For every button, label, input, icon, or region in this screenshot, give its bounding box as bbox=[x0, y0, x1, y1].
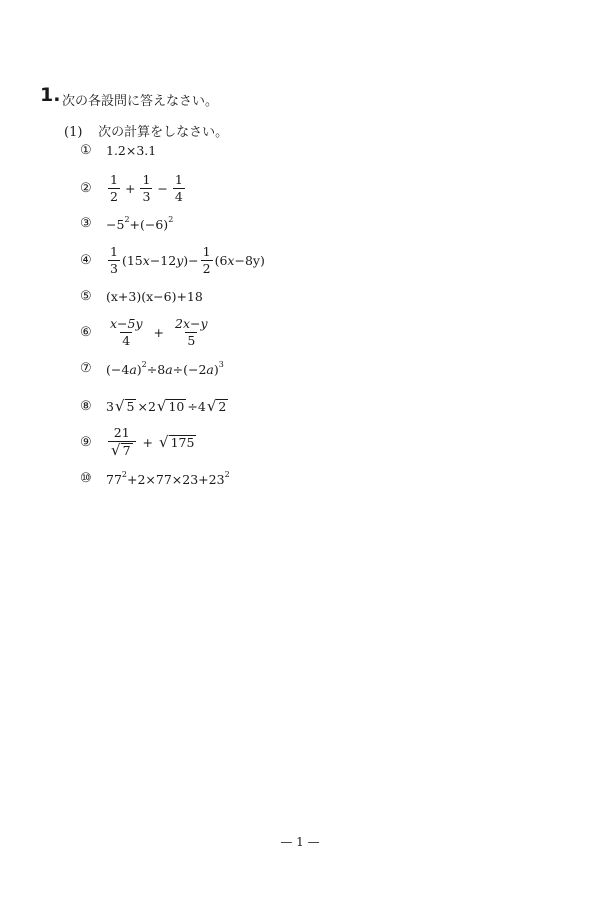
item-number: ⑥ bbox=[80, 324, 92, 340]
item-number: ⑨ bbox=[80, 434, 92, 450]
math-expression: $-5^2+(-6)^2$ bbox=[106, 214, 174, 232]
problem-item-2 bbox=[80, 168, 187, 208]
problem-item-4 bbox=[80, 240, 265, 280]
problem-item-8 bbox=[80, 386, 229, 426]
fraction: $\frac{1}{4}$ bbox=[174, 171, 183, 204]
problem-item-9 bbox=[80, 422, 197, 462]
math-expression: (x+3)(x−6)+18 bbox=[106, 288, 203, 304]
math-expression: $77^2+2\times 77\times 23+23^2$ bbox=[106, 469, 230, 487]
math-expression: 3 √ 5 ×2 √ 10 ÷4 √ 2 bbox=[106, 396, 227, 415]
problem-item-7 bbox=[80, 348, 224, 388]
problem-item-10 bbox=[80, 458, 230, 498]
fraction: $\frac{x-5y}{4}$ bbox=[110, 315, 143, 348]
subquestion-label: (1) bbox=[64, 125, 83, 140]
fraction: $\frac{1}{2}$ bbox=[202, 243, 211, 276]
fraction: 21 √ 7 bbox=[108, 426, 136, 458]
sqrt-radical-icon: √ 5 bbox=[114, 396, 135, 415]
item-number: ④ bbox=[80, 252, 92, 268]
item-number: ② bbox=[80, 180, 92, 196]
item-number: ⑤ bbox=[80, 288, 92, 304]
math-expression: $\frac{1}{3}$ (15 x −12 y )− $\frac{1}{2}$ (6 x −8y) bbox=[110, 243, 265, 276]
math-expression: $(-4a)^2\div 8a\div(-2a)^3$ bbox=[106, 359, 224, 377]
item-number: ① bbox=[80, 142, 92, 158]
sqrt-radical-icon: √ 175 bbox=[159, 432, 195, 451]
math-expression: 1.2×3.1 bbox=[106, 142, 157, 158]
subquestion-text: 次の計算をしなさい。 bbox=[98, 125, 229, 140]
sqrt-radical-icon: √ 10 bbox=[156, 396, 185, 415]
item-number: ③ bbox=[80, 215, 92, 231]
math-expression: 21 √ 7 + √ 175 bbox=[106, 426, 197, 458]
item-number: ⑧ bbox=[80, 398, 92, 414]
question-text: 次の各設問に答えなさい。 bbox=[62, 94, 219, 109]
problem-item-1 bbox=[80, 130, 156, 170]
problem-item-5 bbox=[80, 276, 203, 316]
math-expression: $\frac{1}{2}$ + $\frac{1}{3}$ − $\frac{1}{4}$ bbox=[110, 171, 183, 204]
fraction: $\frac{1}{3}$ bbox=[110, 243, 118, 276]
problem-item-6 bbox=[80, 312, 212, 352]
item-number: ⑩ bbox=[80, 470, 92, 486]
fraction: $\frac{1}{3}$ bbox=[142, 171, 151, 204]
sqrt-radical-icon: √ 2 bbox=[206, 396, 227, 415]
question-number: 1. bbox=[40, 84, 61, 106]
page-number: — 1 — bbox=[280, 835, 320, 849]
math-expression: $\frac{x-5y}{4}$ + $\frac{2x-y}{5}$ bbox=[110, 315, 208, 348]
fraction: $\frac{1}{2}$ bbox=[110, 171, 118, 204]
sqrt-radical-icon: √ 7 bbox=[111, 441, 131, 459]
item-number: ⑦ bbox=[80, 360, 92, 376]
problem-item-3 bbox=[80, 203, 173, 243]
fraction: $\frac{2x-y}{5}$ bbox=[175, 315, 208, 348]
